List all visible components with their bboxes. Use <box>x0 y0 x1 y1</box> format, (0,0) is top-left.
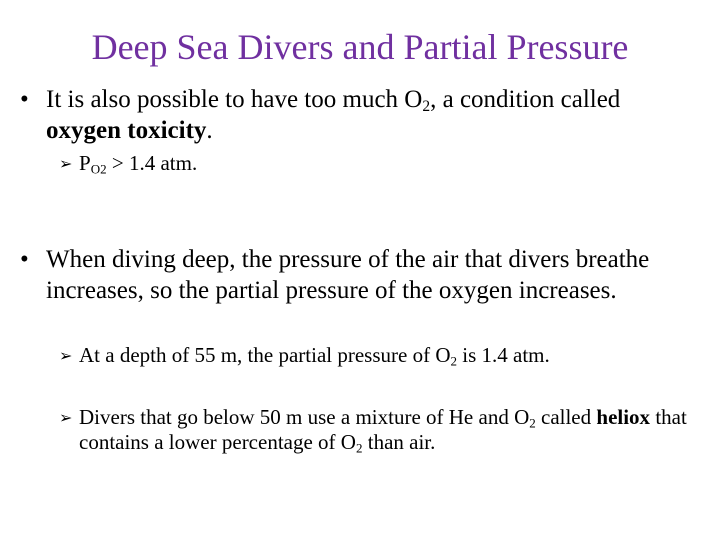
text-run: , a condition called <box>430 86 621 113</box>
arrow-bullet-icon: ➢ <box>59 408 73 427</box>
sub-bullet-text <box>79 151 699 176</box>
text-run: At a depth of 55 m, the partial pressure of O <box>79 343 451 367</box>
arrow-bullet-icon: ➢ <box>59 154 73 173</box>
sub-bullet-depth <box>59 343 699 368</box>
subscript: 2 <box>529 415 536 431</box>
subscript: 2 <box>355 440 363 456</box>
text-run: It is also possible to have too much O <box>46 86 423 113</box>
text-run: Divers that go below 50 m use a mixture of He and O <box>79 405 530 429</box>
text-run: that contains a lower percentage of O <box>79 405 687 454</box>
text-run: called <box>535 405 597 429</box>
text-run: > 1.4 atm. <box>106 151 198 175</box>
bold-term: oxygen toxicity <box>46 117 207 144</box>
slide-title: Deep Sea Divers and Partial Pressure <box>91 27 629 67</box>
subscript: O2 <box>90 161 107 177</box>
text-run: P <box>79 151 91 175</box>
bullet-text: When diving deep, the pressure of the air that divers breathe increases, so the partial pressure of the oxygen increases. <box>46 246 650 304</box>
bullet-oxygen-toxicity <box>20 84 700 146</box>
arrow-bullet-icon: ➢ <box>59 346 73 365</box>
sub-bullet-text <box>79 343 699 368</box>
sub-bullet-po2 <box>59 151 699 176</box>
bold-term: heliox <box>596 405 651 429</box>
text-run: than air. <box>362 430 436 454</box>
sub-bullet-text <box>79 405 699 455</box>
text-run: . <box>206 117 213 144</box>
bullet-marker: • <box>20 246 29 273</box>
sub-bullet-heliox <box>59 405 699 455</box>
subscript: 2 <box>422 97 431 115</box>
bullet-marker: • <box>20 86 29 113</box>
subscript: 2 <box>450 353 457 369</box>
bullet-diving-deep <box>20 244 660 306</box>
text-run: is 1.4 atm. <box>457 343 550 367</box>
bullet-text <box>46 84 700 146</box>
